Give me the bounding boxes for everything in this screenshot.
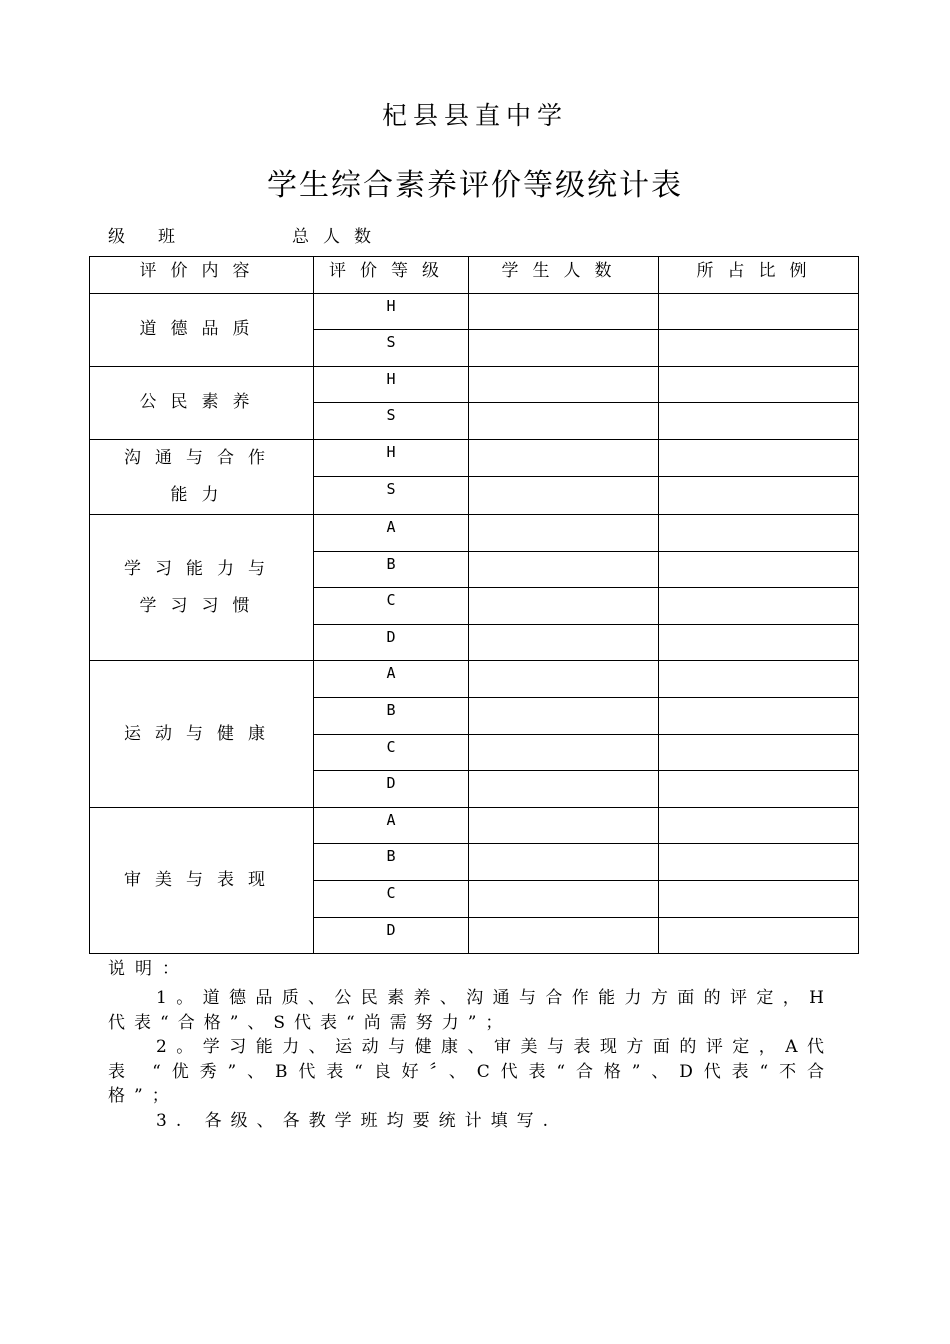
student-count-cell[interactable] [469,514,659,551]
evaluation-item-cell [90,439,314,514]
table-row [90,514,859,551]
total-count-label: 总人数 [292,227,385,247]
student-count-cell[interactable] [469,477,659,515]
proportion-cell[interactable] [659,514,859,551]
table-body [90,293,859,954]
proportion-cell[interactable] [659,439,859,477]
note-item: 1。道德品质、公民素养、沟通与合作能力方面的评定，H代表“合格”、S代表“尚需努力”； [108,988,833,1033]
proportion-cell[interactable] [659,844,859,881]
statistics-table [89,256,859,954]
student-count-cell[interactable] [469,439,659,477]
evaluation-item-label: 审美与表现 [124,869,279,890]
grade-level-cell: C [314,588,469,625]
table-row [90,366,859,403]
student-count-cell[interactable] [469,697,659,734]
student-count-cell[interactable] [469,293,659,330]
grade-level-cell: D [314,917,469,954]
evaluation-item-cell [90,366,314,439]
proportion-cell[interactable] [659,477,859,515]
evaluation-item-label: 沟通与合作 [124,447,279,468]
grade-level-cell: S [314,477,469,515]
notes-section [108,956,833,1133]
grade-level-cell: A [314,514,469,551]
table-row [90,807,859,844]
grade-level-cell: D [314,771,469,808]
student-count-cell[interactable] [469,661,659,698]
student-count-cell[interactable] [469,551,659,588]
proportion-cell[interactable] [659,624,859,661]
table-row [90,439,859,477]
grade-level-cell: D [314,624,469,661]
student-count-cell[interactable] [469,807,659,844]
grade-level-cell: C [314,734,469,771]
student-count-cell[interactable] [469,844,659,881]
proportion-cell[interactable] [659,403,859,440]
grade-level-cell: S [314,330,469,367]
grade-level-cell: H [314,366,469,403]
proportion-cell[interactable] [659,807,859,844]
column-header: 学生人数 [469,257,659,294]
student-count-cell[interactable] [469,917,659,954]
evaluation-item-label: 学习习惯 [139,595,264,616]
proportion-cell[interactable] [659,293,859,330]
column-header: 评价等级 [314,257,469,294]
note-item: 3. 各级、各教学班均要统计填写. [156,1110,558,1131]
proportion-cell[interactable] [659,588,859,625]
grade-level-cell: B [314,551,469,588]
grade-level-cell: B [314,844,469,881]
evaluation-item-cell [90,661,314,807]
table-row [90,293,859,330]
note-item: 2。学习能力、运动与健康、审美与表现方面的评定，A代表 “优秀”、B代表“良好〞、C代表“合格”、D代表“不合格”； [108,1037,833,1106]
grade-level-cell: A [314,807,469,844]
proportion-cell[interactable] [659,366,859,403]
grade-level-cell: H [314,293,469,330]
grade-level-cell: H [314,439,469,477]
column-header: 评价内容 [90,257,314,294]
evaluation-item-label: 运动与健康 [124,723,279,744]
grade-level-cell: S [314,403,469,440]
evaluation-item-label: 学习能力与 [124,558,279,579]
evaluation-item-label: 道德品质 [139,319,264,340]
proportion-cell[interactable] [659,697,859,734]
evaluation-item-label: 能力 [170,484,233,505]
proportion-cell[interactable] [659,661,859,698]
student-count-cell[interactable] [469,880,659,917]
form-title: 学生综合素养评价等级统计表 [267,168,683,203]
grade-label: 级 [108,227,139,247]
student-count-cell[interactable] [469,734,659,771]
student-count-cell[interactable] [469,771,659,808]
grade-level-cell: B [314,697,469,734]
column-header: 所占比例 [659,257,859,294]
grade-level-cell: C [314,880,469,917]
grade-level-cell: A [314,661,469,698]
student-count-cell[interactable] [469,330,659,367]
proportion-cell[interactable] [659,880,859,917]
table-header-row [90,257,859,294]
evaluation-item-cell [90,514,314,660]
proportion-cell[interactable] [659,330,859,367]
proportion-cell[interactable] [659,551,859,588]
student-count-cell[interactable] [469,624,659,661]
school-name: 杞县县直中学 [381,101,568,130]
student-count-cell[interactable] [469,366,659,403]
evaluation-item-cell [90,293,314,366]
student-count-cell[interactable] [469,588,659,625]
table-row [90,661,859,698]
proportion-cell[interactable] [659,771,859,808]
evaluation-item-label: 公民素养 [139,392,264,413]
student-count-cell[interactable] [469,403,659,440]
proportion-cell[interactable] [659,917,859,954]
evaluation-item-cell [90,807,314,953]
proportion-cell[interactable] [659,734,859,771]
class-label: 班 [158,227,189,247]
notes-heading: 说明： [108,959,189,979]
